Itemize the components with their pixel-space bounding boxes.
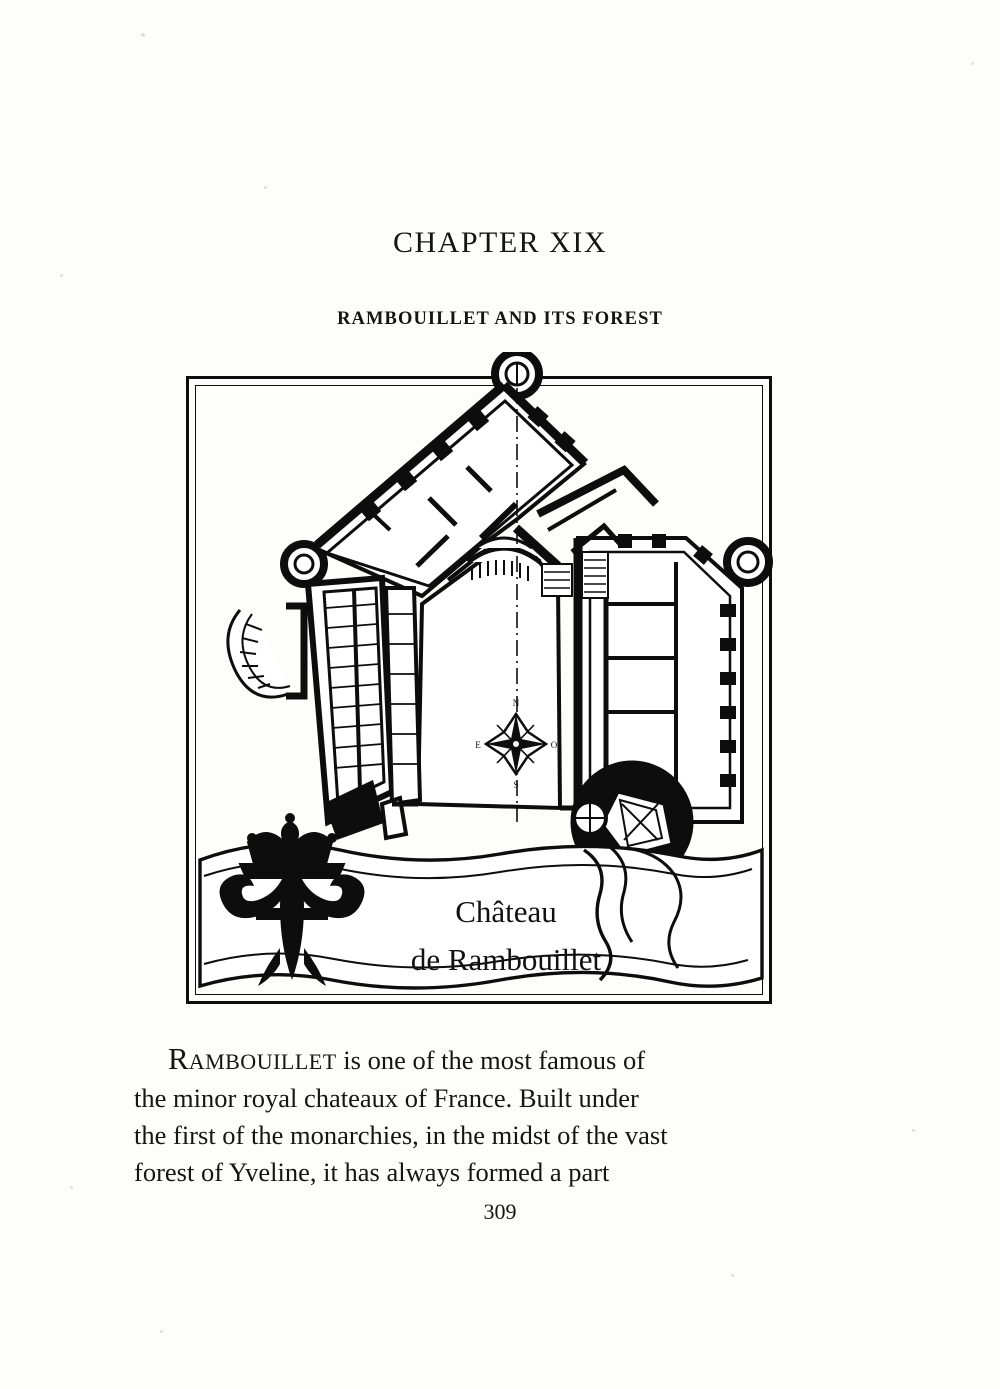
body-line-2: the minor royal chateaux of France. Built under xyxy=(134,1083,639,1113)
paper-speck xyxy=(141,33,145,37)
page-number: 309 xyxy=(483,1199,517,1224)
body-line-3: the first of the monarchies, in the midst of the vast xyxy=(134,1120,668,1150)
paper-speck xyxy=(731,1274,734,1277)
paper-speck xyxy=(912,1129,915,1132)
paper-speck xyxy=(160,1330,163,1333)
svg-text:N: N xyxy=(512,698,520,708)
paper-speck xyxy=(60,274,63,277)
body-line-4: forest of Yveline, it has always formed a part xyxy=(134,1157,610,1187)
svg-text:S: S xyxy=(513,780,519,790)
figure-chateau-plan xyxy=(186,352,776,1012)
body-line-1: RAMBOUILLET is one of the most famous of xyxy=(168,1041,646,1076)
caption-line-2: de Rambouillet xyxy=(410,942,602,977)
paper-speck xyxy=(264,186,267,189)
svg-text:E: E xyxy=(475,740,481,750)
body-paragraph xyxy=(134,1040,869,1191)
chapter-title: CHAPTER XIX xyxy=(392,226,607,259)
paper-speck xyxy=(971,62,974,65)
paper-speck xyxy=(70,1186,73,1189)
caption-line-1: Château xyxy=(455,894,557,929)
caption-banner xyxy=(186,352,776,1012)
svg-text:O: O xyxy=(550,740,558,750)
chapter-subtitle: RAMBOUILLET AND ITS FOREST xyxy=(337,309,663,329)
